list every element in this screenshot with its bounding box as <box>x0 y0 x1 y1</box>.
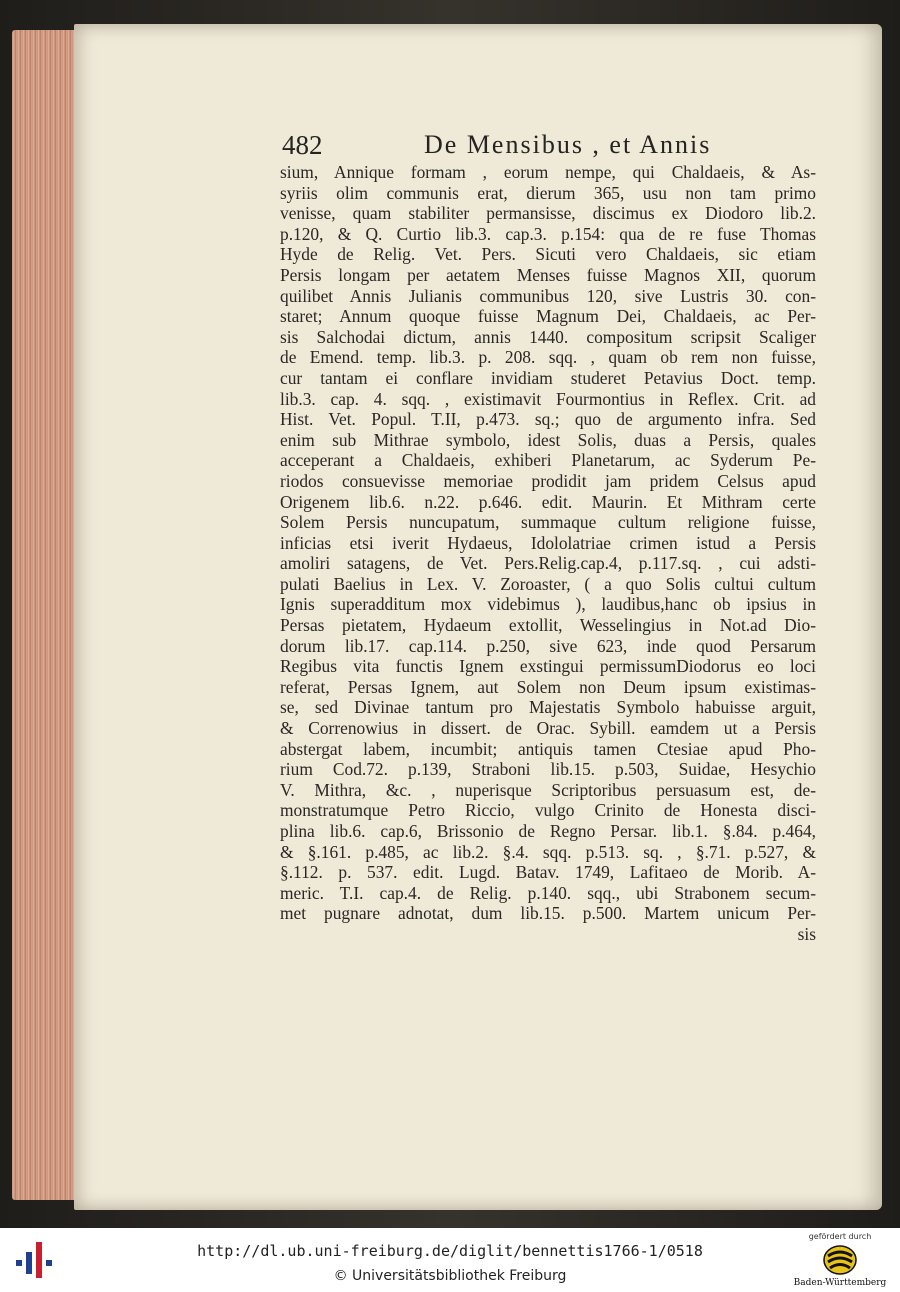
text-line: p.120, & Q. Curtio lib.3. cap.3. p.154: qua de re fuse Thomas <box>280 223 816 244</box>
text-line: rium Cod.72. p.139, Straboni lib.15. p.503, Suidae, Hesychio <box>280 759 816 780</box>
text-line: pulati Baelius in Lex. V. Zoroaster, ( a quo Solis cultui cultum <box>280 573 816 594</box>
text-line: quilibet Annis Julianis communibus 120, sive Lustris 30. con- <box>280 285 816 306</box>
text-line: staret; Annum quoque fuisse Magnum Dei, Chaldaeis, ac Per- <box>280 306 816 327</box>
footer-url-link[interactable]: http://dl.ub.uni-freiburg.de/diglit/bennettis1766-1/0518 <box>197 1242 703 1260</box>
text-line: & §.161. p.485, ac lib.2. §.4. sqq. p.513. sq. , §.71. p.527, & <box>280 841 816 862</box>
text-line: riodos consuevisse memoriae prodidit jam pridem Celsus apud <box>280 470 816 491</box>
text-line: Persis longam per aetatem Menses fuisse Magnos XII, quorum <box>280 264 816 285</box>
text-line: acceperant a Chaldaeis, exhiberi Planetarum, ac Syderum Pe- <box>280 450 816 471</box>
sponsor-label: gefördert durch <box>808 1232 872 1241</box>
text-line: Solem Persis nuncupatum, summaque cultum religione fuisse, <box>280 512 816 533</box>
text-line: referat, Persas Ignem, aut Solem non Deum ipsum existimas- <box>280 676 816 697</box>
text-line: Ignis superadditum mox videbimus ), laudibus,hanc ob ipsius in <box>280 594 816 615</box>
sponsor-name: Baden-Württemberg <box>793 1278 887 1288</box>
viewer-footer <box>0 1228 900 1292</box>
text-line: Regibus vita functis Ignem exstingui permissumDiodorus eo loci <box>280 656 816 677</box>
catchword: sis <box>797 923 816 944</box>
text-line: lib.3. cap. 4. sqq. , existimavit Fourmontius in Reflex. Crit. ad <box>280 388 816 409</box>
text-line: sium, Annique formam , eorum nempe, qui Chaldaeis, & As- <box>280 162 816 182</box>
text-line: plina lib.6. cap.6, Brissonio de Regno Persar. lib.1. §.84. p.464, <box>280 821 816 841</box>
text-line: & Correnowius in dissert. de Orac. Sybill. eamdem ut a Persis <box>280 718 816 739</box>
text-line: §.112. p. 537. edit. Lugd. Batav. 1749, Lafitaeo de Morib. A- <box>280 862 816 883</box>
sponsor-badge[interactable] <box>790 1232 890 1290</box>
text-line: de Emend. temp. lib.3. p. 208. sqq. , quam ob rem non fuisse, <box>280 347 816 368</box>
text-line: V. Mithra, &c. , nuperisque Scriptoribus persuasum est, de- <box>280 779 816 800</box>
text-line: inficias etsi iverit Hydaeus, Idololatriae crimen istud a Persis <box>280 532 816 553</box>
page-number: 482 <box>282 130 323 160</box>
text-line: venisse, quam stabiliter permansisse, discimus ex Diodoro lib.2. <box>280 203 816 224</box>
text-line: sis Salchodai dictum, annis 1440. compositum scripsit Scaliger <box>280 326 816 347</box>
text-line: Persas pietatem, Hydaeum extollit, Wesselingius in Not.ad Dio- <box>280 615 816 636</box>
text-line: monstratumque Petro Riccio, vulgo Crinito de Honesta disci- <box>280 800 816 821</box>
text-line: Hyde de Relig. Vet. Pers. Sicuti vero Chaldaeis, sic etiam <box>280 244 816 265</box>
text-line: met pugnare adnotat, dum lib.15. p.500. Martem unicum Per- <box>280 903 816 924</box>
text-line: Origenem lib.6. n.22. p.646. edit. Maurin. Et Mithram certe <box>280 491 816 512</box>
text-line: dorum lib.17. cap.114. p.250, sive 623, inde quod Persarum <box>280 635 816 656</box>
text-line: se, sed Divinae tantum pro Majestatis Symbolo habuisse arguit, <box>280 697 816 718</box>
text-line: enim sub Mithrae symbolo, idest Solis, duas a Persis, quales <box>280 429 816 450</box>
book-edge <box>12 30 76 1200</box>
text-line: abstergat labem, incumbit; antiquis tamen Ctesiae apud Pho- <box>280 738 816 759</box>
text-line: amoliri satagens, de Vet. Pers.Relig.cap.4, p.117.sq. , cui adsti- <box>280 553 816 574</box>
footer-copyright: © Universitätsbibliothek Freiburg <box>333 1268 567 1284</box>
text-line: syriis olim communis erat, dierum 365, usu non tam primo <box>280 182 816 203</box>
text-line: cur tantam ei conflare invidiam studeret Petavius Doct. temp. <box>280 367 816 388</box>
text-line: meric. T.I. cap.4. de Relig. p.140. sqq., ubi Strabonem secum- <box>280 882 816 903</box>
baden-wuerttemberg-crest-icon <box>822 1244 858 1276</box>
running-head-title: De Mensibus , et Annis <box>424 130 712 159</box>
text-line: Hist. Vet. Popul. T.II, p.473. sq.; quo de argumento infra. Sed <box>280 409 816 430</box>
body-text <box>280 162 816 945</box>
